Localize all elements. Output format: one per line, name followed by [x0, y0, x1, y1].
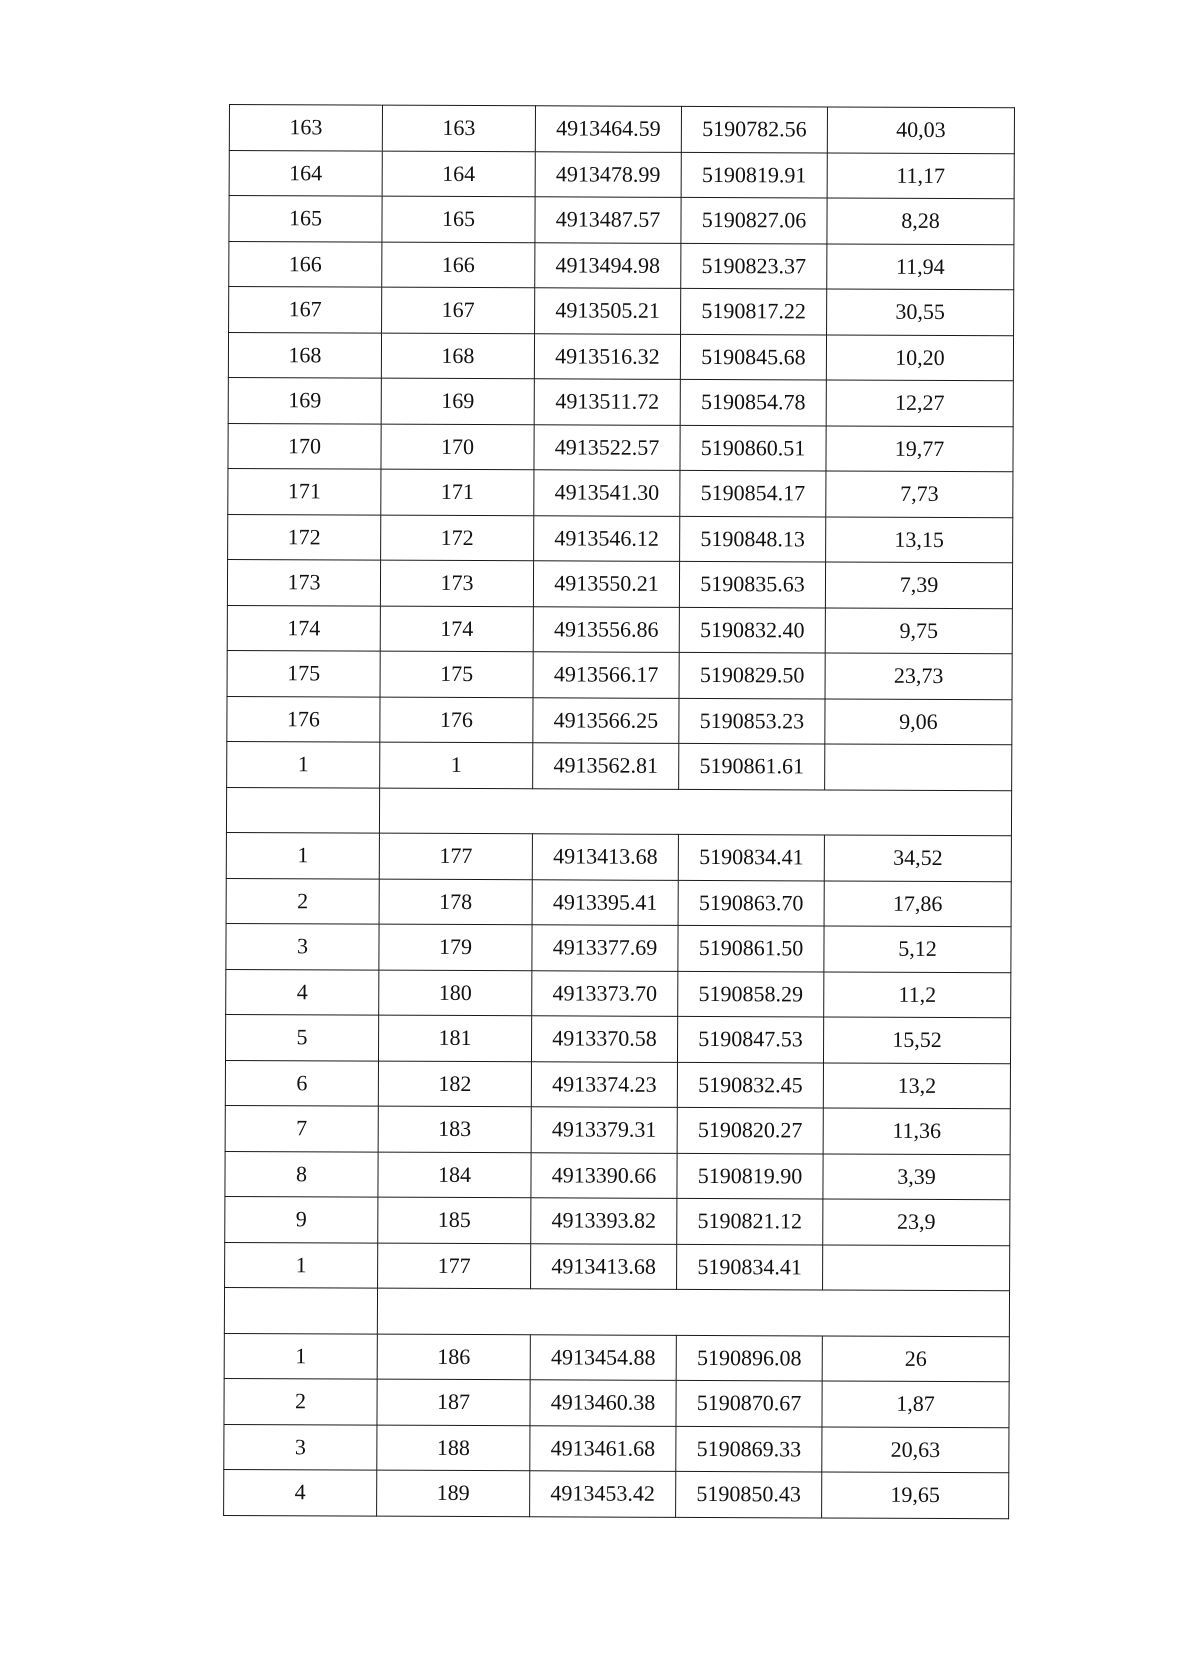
x-coordinate-cell: 4913461.68 — [530, 1425, 676, 1471]
distance-cell: 1,87 — [822, 1381, 1009, 1427]
table-row — [228, 468, 1013, 517]
distance-cell: 5,12 — [824, 926, 1011, 972]
table-row — [228, 514, 1013, 563]
point-id-cell: 185 — [378, 1197, 531, 1243]
x-coordinate-cell: 4913487.57 — [535, 197, 681, 243]
table-row — [224, 1333, 1009, 1382]
y-coordinate-cell: 5190845.68 — [680, 334, 826, 380]
distance-cell: 9,75 — [825, 608, 1012, 654]
distance-cell: 8,28 — [827, 198, 1014, 244]
point-id-cell: 184 — [378, 1152, 531, 1198]
x-coordinate-cell: 4913370.58 — [531, 1016, 677, 1062]
separator-cell — [224, 1287, 377, 1333]
table-row — [226, 832, 1011, 881]
y-coordinate-cell: 5190820.27 — [677, 1107, 823, 1153]
y-coordinate-cell: 5190896.08 — [676, 1335, 822, 1381]
x-coordinate-cell: 4913379.31 — [531, 1107, 677, 1153]
point-number-cell: 2 — [226, 878, 379, 924]
distance-cell: 19,65 — [822, 1472, 1009, 1518]
y-coordinate-cell: 5190861.61 — [679, 743, 825, 789]
point-id-cell: 183 — [378, 1106, 531, 1152]
separator-cell — [226, 787, 379, 833]
table-row — [227, 650, 1012, 699]
point-number-cell: 168 — [228, 332, 381, 378]
table-row — [224, 1424, 1009, 1473]
point-id-cell: 187 — [377, 1379, 530, 1425]
y-coordinate-cell: 5190858.29 — [678, 971, 824, 1017]
distance-cell: 13,2 — [823, 1062, 1010, 1108]
table-row — [229, 287, 1014, 336]
point-id-cell: 166 — [382, 242, 535, 288]
point-id-cell: 179 — [379, 924, 532, 970]
point-id-cell: 173 — [380, 560, 533, 606]
point-number-cell: 164 — [229, 150, 382, 196]
x-coordinate-cell: 4913541.30 — [534, 470, 680, 516]
x-coordinate-cell: 4913454.88 — [530, 1334, 676, 1380]
table-row — [228, 377, 1013, 426]
table-row — [225, 1151, 1010, 1200]
table-row — [229, 241, 1014, 290]
distance-cell: 23,73 — [825, 653, 1012, 699]
y-coordinate-cell: 5190832.40 — [679, 607, 825, 653]
y-coordinate-cell: 5190848.13 — [680, 516, 826, 562]
table-row — [225, 1242, 1010, 1291]
table-row — [227, 605, 1012, 654]
point-number-cell: 173 — [227, 559, 380, 605]
point-number-cell: 165 — [229, 196, 382, 242]
y-coordinate-cell: 5190834.41 — [677, 1244, 823, 1290]
point-number-cell: 5 — [225, 1014, 378, 1060]
point-number-cell: 176 — [227, 696, 380, 742]
table-row — [226, 878, 1011, 927]
y-coordinate-cell: 5190782.56 — [681, 106, 827, 152]
distance-cell: 23,9 — [823, 1199, 1010, 1245]
separator-span-cell — [377, 1288, 1009, 1336]
point-number-cell: 3 — [224, 1424, 377, 1470]
x-coordinate-cell: 4913522.57 — [534, 424, 680, 470]
point-id-cell: 167 — [382, 287, 535, 333]
point-number-cell: 174 — [227, 605, 380, 651]
table-row — [228, 423, 1013, 472]
y-coordinate-cell: 5190869.33 — [676, 1426, 822, 1472]
point-number-cell: 171 — [228, 468, 381, 514]
point-number-cell: 6 — [225, 1060, 378, 1106]
point-number-cell: 3 — [226, 923, 379, 969]
distance-cell — [823, 1244, 1010, 1290]
y-coordinate-cell: 5190850.43 — [676, 1471, 822, 1517]
distance-cell: 7,73 — [826, 471, 1013, 517]
table-row — [224, 1378, 1009, 1427]
distance-cell: 10,20 — [826, 335, 1013, 381]
point-id-cell: 163 — [382, 105, 535, 151]
y-coordinate-cell: 5190819.90 — [677, 1153, 823, 1199]
point-number-cell: 4 — [224, 1469, 377, 1515]
x-coordinate-cell: 4913395.41 — [532, 879, 678, 925]
point-number-cell: 170 — [228, 423, 381, 469]
y-coordinate-cell: 5190870.67 — [676, 1380, 822, 1426]
y-coordinate-cell: 5190854.17 — [680, 470, 826, 516]
coordinates-table-body — [224, 105, 1015, 1519]
x-coordinate-cell: 4913550.21 — [533, 561, 679, 607]
x-coordinate-cell: 4913460.38 — [530, 1380, 676, 1426]
distance-cell: 19,77 — [826, 426, 1013, 472]
y-coordinate-cell: 5190817.22 — [681, 288, 827, 334]
table-row — [227, 741, 1012, 790]
y-coordinate-cell: 5190854.78 — [680, 379, 826, 425]
x-coordinate-cell: 4913546.12 — [534, 515, 680, 561]
x-coordinate-cell: 4913374.23 — [531, 1061, 677, 1107]
distance-cell: 3,39 — [823, 1153, 1010, 1199]
x-coordinate-cell: 4913464.59 — [535, 106, 681, 152]
y-coordinate-cell: 5190835.63 — [679, 561, 825, 607]
distance-cell: 11,17 — [827, 153, 1014, 199]
coordinates-table — [223, 104, 1015, 1519]
point-number-cell: 166 — [229, 241, 382, 287]
point-id-cell: 188 — [377, 1425, 530, 1471]
point-id-cell: 1 — [380, 742, 533, 788]
y-coordinate-cell: 5190860.51 — [680, 425, 826, 471]
x-coordinate-cell: 4913562.81 — [533, 743, 679, 789]
point-id-cell: 178 — [379, 879, 532, 925]
point-id-cell: 168 — [381, 333, 534, 379]
y-coordinate-cell: 5190819.91 — [681, 152, 827, 198]
table-row — [226, 969, 1011, 1018]
distance-cell: 9,06 — [825, 699, 1012, 745]
point-number-cell: 163 — [229, 105, 382, 151]
table-row — [229, 196, 1014, 245]
point-id-cell: 177 — [379, 833, 532, 879]
x-coordinate-cell: 4913393.82 — [531, 1198, 677, 1244]
point-number-cell: 1 — [227, 741, 380, 787]
distance-cell: 11,36 — [823, 1108, 1010, 1154]
distance-cell: 13,15 — [826, 517, 1013, 563]
distance-cell: 12,27 — [826, 380, 1013, 426]
contour-separator-row — [226, 787, 1011, 836]
x-coordinate-cell: 4913566.17 — [533, 652, 679, 698]
point-id-cell: 175 — [380, 651, 533, 697]
contour-separator-row — [224, 1287, 1009, 1336]
point-id-cell: 186 — [377, 1334, 530, 1380]
distance-cell: 11,2 — [824, 971, 1011, 1017]
x-coordinate-cell: 4913511.72 — [534, 379, 680, 425]
point-id-cell: 182 — [378, 1061, 531, 1107]
table-row — [224, 1469, 1009, 1518]
y-coordinate-cell: 5190832.45 — [677, 1062, 823, 1108]
point-number-cell: 7 — [225, 1105, 378, 1151]
point-number-cell: 1 — [224, 1333, 377, 1379]
x-coordinate-cell: 4913566.25 — [533, 697, 679, 743]
y-coordinate-cell: 5190829.50 — [679, 652, 825, 698]
distance-cell: 20,63 — [822, 1426, 1009, 1472]
table-row — [228, 332, 1013, 381]
x-coordinate-cell: 4913413.68 — [531, 1243, 677, 1289]
point-number-cell: 175 — [227, 650, 380, 696]
table-row — [225, 1014, 1010, 1063]
y-coordinate-cell: 5190821.12 — [677, 1198, 823, 1244]
point-number-cell: 1 — [225, 1242, 378, 1288]
point-id-cell: 164 — [382, 151, 535, 197]
distance-cell: 7,39 — [825, 562, 1012, 608]
table-row — [225, 1196, 1010, 1245]
x-coordinate-cell: 4913556.86 — [533, 606, 679, 652]
distance-cell: 34,52 — [824, 835, 1011, 881]
table-row — [227, 559, 1012, 608]
table-row — [225, 1060, 1010, 1109]
x-coordinate-cell: 4913494.98 — [535, 242, 681, 288]
y-coordinate-cell: 5190823.37 — [681, 243, 827, 289]
distance-cell: 40,03 — [827, 107, 1014, 153]
x-coordinate-cell: 4913505.21 — [535, 288, 681, 334]
point-id-cell: 172 — [381, 515, 534, 561]
x-coordinate-cell: 4913377.69 — [532, 925, 678, 971]
y-coordinate-cell: 5190861.50 — [678, 925, 824, 971]
y-coordinate-cell: 5190853.23 — [679, 698, 825, 744]
point-number-cell: 1 — [226, 832, 379, 878]
point-id-cell: 176 — [380, 697, 533, 743]
point-number-cell: 8 — [225, 1151, 378, 1197]
distance-cell: 30,55 — [827, 289, 1014, 335]
table-row — [227, 696, 1012, 745]
point-number-cell: 4 — [226, 969, 379, 1015]
point-id-cell: 174 — [380, 606, 533, 652]
separator-span-cell — [379, 788, 1011, 836]
x-coordinate-cell: 4913373.70 — [532, 970, 678, 1016]
point-id-cell: 181 — [378, 1015, 531, 1061]
point-id-cell: 169 — [381, 378, 534, 424]
distance-cell: 17,86 — [824, 881, 1011, 927]
point-number-cell: 2 — [224, 1378, 377, 1424]
table-row — [225, 1105, 1010, 1154]
x-coordinate-cell: 4913413.68 — [532, 834, 678, 880]
point-id-cell: 171 — [381, 469, 534, 515]
point-id-cell: 177 — [378, 1243, 531, 1289]
point-id-cell: 180 — [379, 970, 532, 1016]
y-coordinate-cell: 5190834.41 — [678, 834, 824, 880]
table-row — [226, 923, 1011, 972]
point-id-cell: 165 — [382, 196, 535, 242]
table-row — [229, 105, 1014, 154]
distance-cell: 26 — [822, 1335, 1009, 1381]
y-coordinate-cell: 5190847.53 — [677, 1016, 823, 1062]
y-coordinate-cell: 5190863.70 — [678, 880, 824, 926]
point-number-cell: 172 — [228, 514, 381, 560]
x-coordinate-cell: 4913516.32 — [534, 333, 680, 379]
point-number-cell: 169 — [228, 377, 381, 423]
x-coordinate-cell: 4913478.99 — [535, 151, 681, 197]
distance-cell: 15,52 — [823, 1017, 1010, 1063]
point-id-cell: 189 — [377, 1470, 530, 1516]
distance-cell — [825, 744, 1012, 790]
x-coordinate-cell: 4913453.42 — [530, 1471, 676, 1517]
x-coordinate-cell: 4913390.66 — [531, 1152, 677, 1198]
point-number-cell: 167 — [229, 287, 382, 333]
point-id-cell: 170 — [381, 424, 534, 470]
y-coordinate-cell: 5190827.06 — [681, 197, 827, 243]
point-number-cell: 9 — [225, 1196, 378, 1242]
table-row — [229, 150, 1014, 199]
distance-cell: 11,94 — [827, 244, 1014, 290]
